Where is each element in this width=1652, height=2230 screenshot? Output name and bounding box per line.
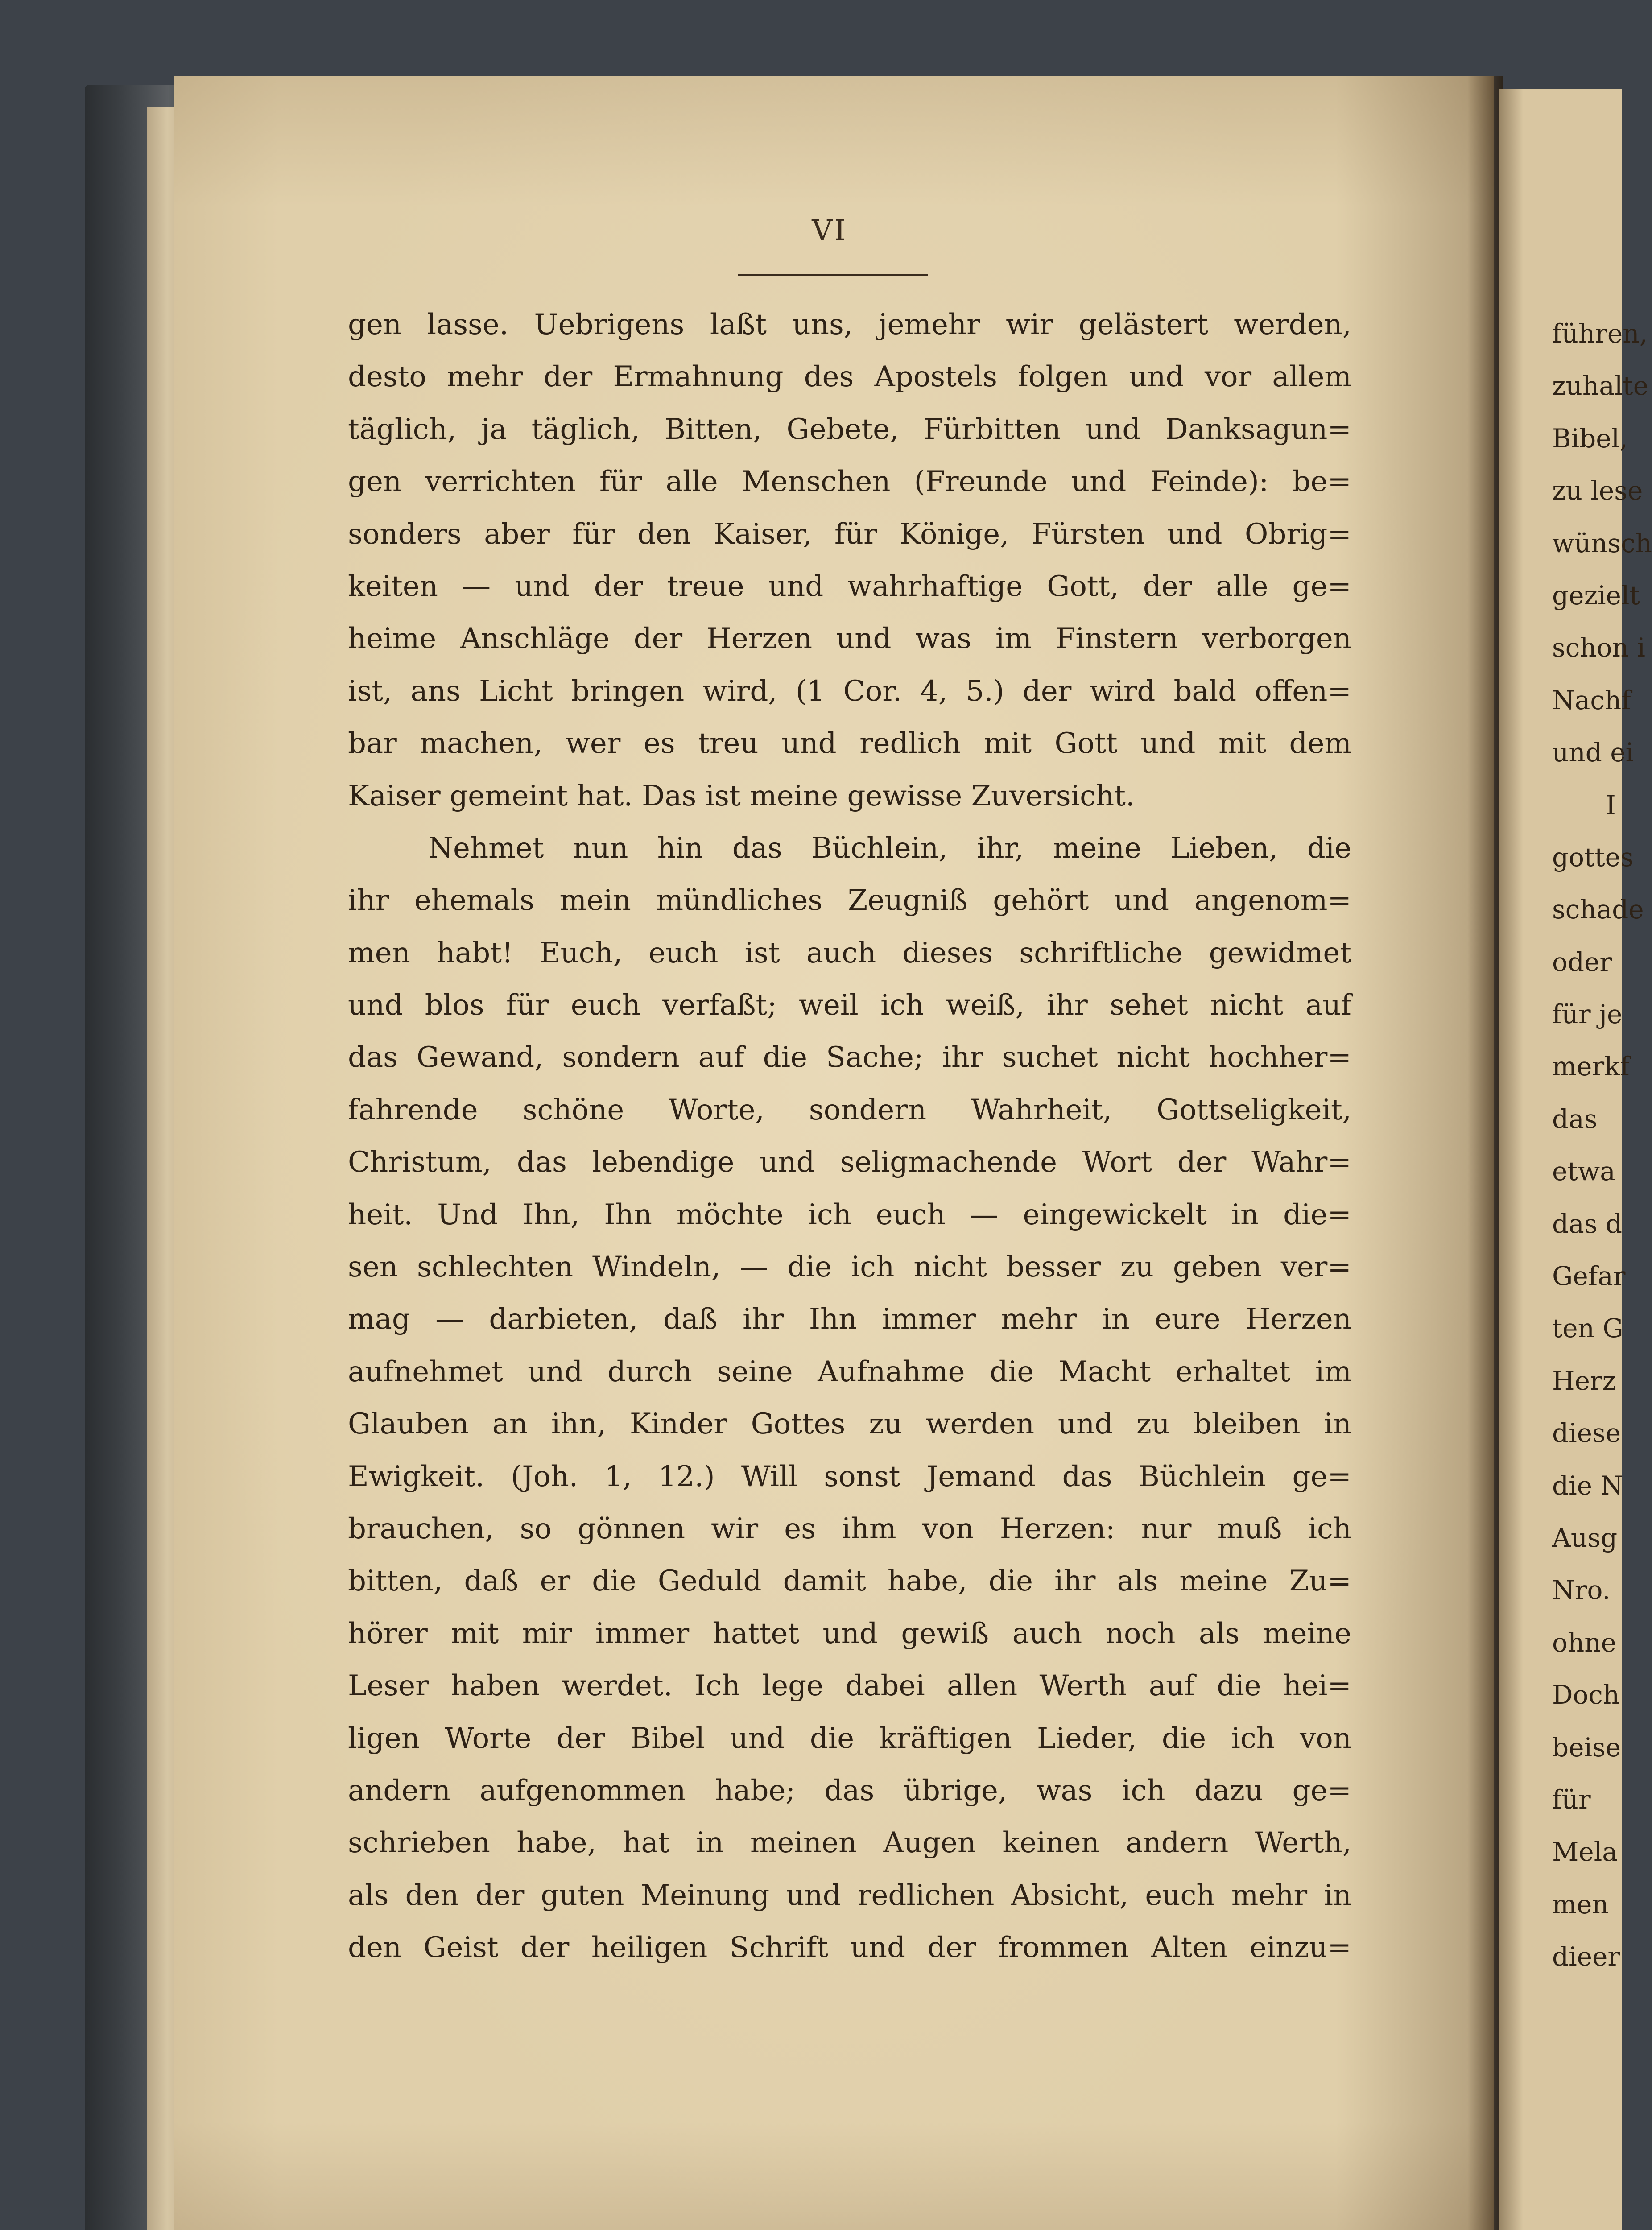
facing-line: und ei <box>1552 737 1634 768</box>
text-line: Glauben an ihn, Kinder Gottes zu werden und zu bleiben in <box>348 1408 1351 1441</box>
text-line: schrieben habe, hat in meinen Augen keinen andern Werth, <box>348 1826 1351 1860</box>
text-line: sonders aber für den Kaiser, für Könige, Fürsten und Obrig= <box>348 517 1351 551</box>
text-line: Leser haben werdet. Ich lege dabei allen Werth auf die hei= <box>348 1669 1351 1703</box>
text-line: Ewigkeit. (Joh. 1, 12.) Will sonst Jemand das Büchlein ge= <box>348 1460 1351 1493</box>
text-line: Kaiser gemeint hat. Das ist meine gewisse Zuversicht. <box>348 779 1135 813</box>
facing-line: wünsch <box>1552 528 1652 558</box>
facing-line: dieer <box>1552 1941 1620 1972</box>
facing-line: zuhalte <box>1552 371 1649 401</box>
text-line: den Geist der heiligen Schrift und der frommen Alten einzu= <box>348 1931 1351 1965</box>
facing-line: die N <box>1552 1470 1623 1501</box>
facing-line: das <box>1552 1103 1598 1134</box>
facing-line: Doch <box>1552 1680 1620 1710</box>
text-line: täglich, ja täglich, Bitten, Gebete, Fürbitten und Danksagun= <box>348 413 1351 446</box>
facing-line: gottes <box>1552 842 1634 872</box>
text-line: ist, ans Licht bringen wird, (1 Cor. 4, 5.) der wird bald offen= <box>348 674 1351 708</box>
facing-line: Gefar <box>1552 1261 1626 1292</box>
body-text <box>348 299 1351 1974</box>
facing-line: Nro. <box>1552 1575 1611 1606</box>
facing-line: führen, <box>1552 318 1648 349</box>
text-line: Christum, das lebendige und seligmachende Wort der Wahr= <box>348 1146 1351 1179</box>
facing-line: das d <box>1552 1208 1623 1239</box>
text-line: gen lasse. Uebrigens laßt uns, jemehr wir gelästert werden, <box>348 308 1351 341</box>
facing-line: Ausg <box>1552 1522 1618 1553</box>
text-line: bar machen, wer es treu und redlich mit Gott und mit dem <box>348 727 1351 760</box>
facing-line: oder <box>1552 946 1612 977</box>
header-rule <box>738 274 928 276</box>
text-line: bitten, daß er die Geduld damit habe, die ihr als meine Zu= <box>348 1565 1351 1598</box>
facing-line: Mela <box>1552 1837 1618 1867</box>
text-line: sen schlechten Windeln, — die ich nicht besser zu geben ver= <box>348 1251 1351 1284</box>
facing-line: gezielt <box>1552 580 1640 611</box>
text-line: mag — darbieten, daß ihr Ihn immer mehr in eure Herzen <box>348 1303 1351 1336</box>
text-line: andern aufgenommen habe; das übrige, was ich dazu ge= <box>348 1774 1351 1807</box>
text-line: desto mehr der Ermahnung des Apostels folgen und vor allem <box>348 360 1351 394</box>
text-line: Nehmet nun hin das Büchlein, ihr, meine Lieben, die <box>428 831 1351 865</box>
text-line: heit. Und Ihn, Ihn möchte ich euch — eingewickelt in die= <box>348 1198 1351 1231</box>
facing-line: für je <box>1552 999 1623 1030</box>
facing-line: ohne <box>1552 1627 1616 1658</box>
facing-line: ten G <box>1552 1313 1623 1344</box>
text-line: keiten — und der treue und wahrhaftige Gott, der alle ge= <box>348 570 1351 603</box>
text-line: ligen Worte der Bibel und die kräftigen Lieder, die ich von <box>348 1722 1351 1755</box>
text-line: brauchen, so gönnen wir es ihm von Herzen: nur muß ich <box>348 1512 1351 1545</box>
facing-line: etwa <box>1552 1156 1615 1187</box>
text-line: das Gewand, sondern auf die Sache; ihr suchet nicht hochher= <box>348 1041 1351 1074</box>
text-line: hörer mit mir immer hattet und gewiß auch noch als meine <box>348 1617 1351 1650</box>
text-line: gen verrichten für alle Menschen (Freunde und Feinde): be= <box>348 465 1351 499</box>
page-number: VI <box>812 214 847 247</box>
facing-line: schade <box>1552 894 1644 925</box>
text-line: men habt! Euch, euch ist auch dieses schriftliche gewidmet <box>348 936 1351 970</box>
facing-line: für <box>1552 1784 1591 1815</box>
text-line: heime Anschläge der Herzen und was im Finstern verborgen <box>348 622 1351 656</box>
facing-line: men <box>1552 1889 1609 1920</box>
facing-line: zu lese <box>1552 475 1643 506</box>
facing-page-text <box>1552 308 1652 1983</box>
text-line: als den der guten Meinung und redlichen Absicht, euch mehr in <box>348 1879 1351 1912</box>
facing-line: beise <box>1552 1732 1621 1763</box>
book-gutter <box>1467 76 1503 2230</box>
facing-line: schon i <box>1552 632 1645 663</box>
text-line: fahrende schöne Worte, sondern Wahrheit, Gottseligkeit, <box>348 1093 1351 1127</box>
text-line: und blos für euch verfaßt; weil ich weiß, ihr sehet nicht auf <box>348 989 1351 1022</box>
facing-line: merkf <box>1552 1051 1630 1082</box>
text-line: aufnehmet und durch seine Aufnahme die Macht erhaltet im <box>348 1355 1351 1388</box>
facing-line: diese <box>1552 1418 1621 1449</box>
facing-line: Herz <box>1552 1365 1616 1396</box>
facing-line: Bibel, <box>1552 423 1628 454</box>
facing-line: Nachf <box>1552 685 1631 715</box>
facing-line: I <box>1606 789 1616 820</box>
text-line: ihr ehemals mein mündliches Zeugniß gehört und angenom= <box>348 884 1351 917</box>
